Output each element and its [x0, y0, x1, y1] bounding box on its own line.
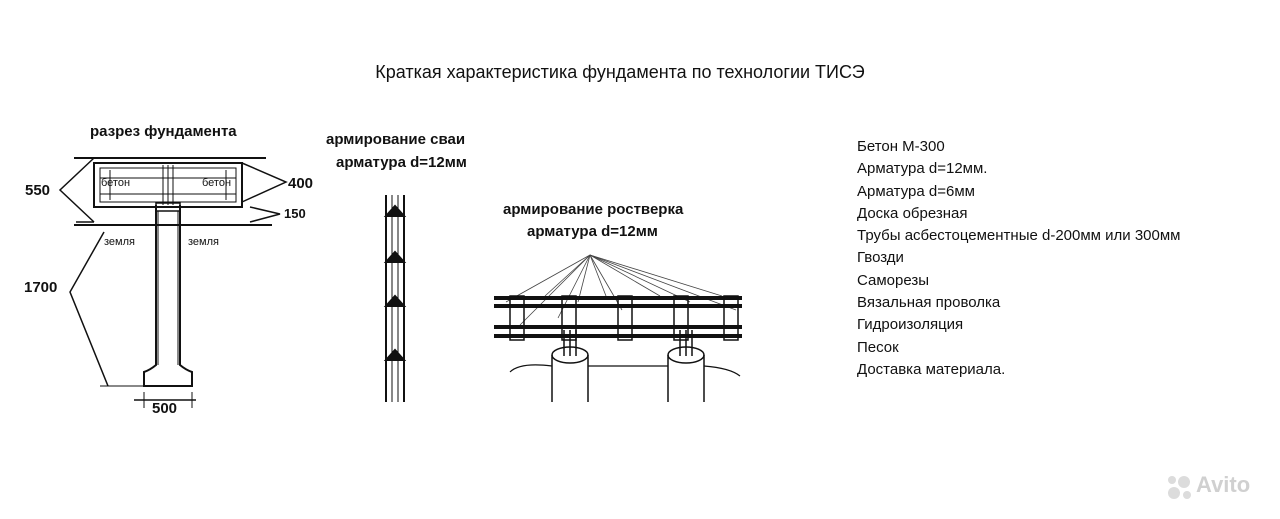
- material-item: Доставка материала.: [857, 360, 1006, 378]
- concrete-label-right: бетон: [202, 177, 232, 189]
- grillage-rebar-view: [494, 255, 742, 402]
- grillage-rebar-title: армирование ростверка: [503, 201, 684, 218]
- material-item: Бетон М-300: [857, 138, 945, 155]
- material-item: Гвозди: [857, 249, 904, 267]
- grillage-rebar-subtitle: арматура d=12мм: [527, 223, 658, 240]
- dim-1700-arrow: [70, 232, 108, 386]
- dim-400-label: 400: [288, 175, 314, 192]
- material-item: Доска обрезная: [857, 204, 968, 222]
- materials-list: [857, 136, 1181, 381]
- material-item: Гидроизоляция: [857, 316, 964, 334]
- section-label: разрез фундамента: [90, 123, 237, 140]
- section-view: [60, 158, 286, 408]
- ground-label-left: земля: [104, 236, 135, 248]
- pile-shaft: [144, 205, 192, 386]
- avito-watermark: Avito: [1196, 472, 1251, 497]
- ground-label-right: земля: [188, 236, 219, 248]
- material-item: Арматура d=6мм: [857, 182, 975, 200]
- dim-1700-label: 1700: [24, 279, 58, 296]
- concrete-label-left: бетон: [101, 177, 131, 189]
- material-item: Вязальная проволка: [857, 294, 1001, 312]
- dim-400-arrow: [242, 163, 286, 202]
- material-item: Трубы асбестоцементные d-200мм или 300мм: [857, 227, 1181, 245]
- material-item: Песок: [857, 338, 899, 356]
- material-item: Саморезы: [857, 271, 930, 289]
- avito-logo-icon: [1166, 474, 1194, 502]
- material-item: Арматура d=12мм.: [857, 160, 988, 178]
- dim-150-label: 150: [284, 206, 306, 221]
- dim-550-arrow: [60, 158, 94, 222]
- pile-rebar-subtitle: арматура d=12мм: [336, 154, 467, 171]
- pile-rebar-title: армирование сваи: [326, 131, 466, 148]
- page-title: Краткая характеристика фундамента по технологии ТИСЭ: [375, 62, 865, 82]
- dim-500-label: 500: [152, 400, 178, 417]
- dim-150-arrow: [250, 207, 280, 222]
- pile-rebar-view: [386, 195, 404, 402]
- dim-550-label: 550: [25, 182, 51, 199]
